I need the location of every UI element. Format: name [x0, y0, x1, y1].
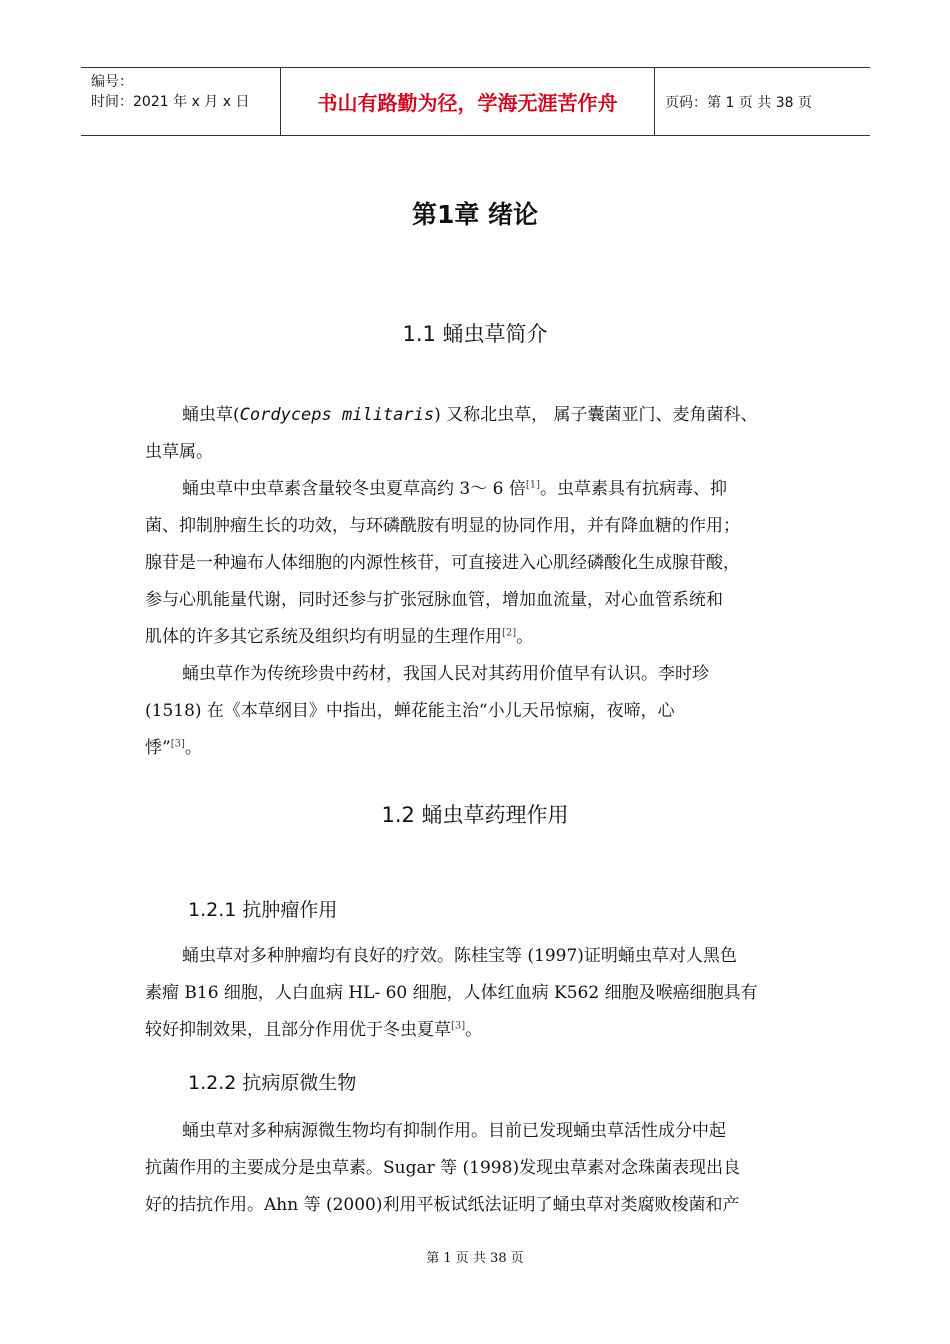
citation-ref: [1]: [525, 479, 541, 491]
header-page-info: 页码：第 1 页 共 38 页: [665, 94, 812, 111]
citation-ref: [3]: [170, 738, 185, 750]
paragraph-line: 好的拮抗作用。Ahn 等 (2000)利用平板试纸法证明了蛹虫草对类腐败梭菌和产: [145, 1195, 740, 1215]
paragraph-antitumor: [145, 938, 810, 1049]
serial-label: 编号：: [91, 74, 133, 90]
page-footer: 第 1 页 共 38 页: [426, 1251, 524, 1266]
section-title-1-2-2: 1.2.2 抗病原微生物: [188, 1072, 357, 1094]
chapter-title: 第1章 绪论: [411, 200, 539, 229]
latin-name: Cordyceps militaris: [239, 405, 435, 425]
paragraph-line: 参与心肌能量代谢，同时还参与扩张冠脉血管，增加血流量，对心血管系统和: [145, 590, 723, 610]
page-header: [81, 67, 870, 136]
paragraph-line: 菌、抑制肿瘤生长的功效，与环磷酰胺有明显的协同作用，并有降血糖的作用；: [145, 516, 740, 536]
time-label: 时间：2021 年 x 月 x 日: [91, 94, 250, 110]
paragraph-line: 蛹虫草作为传统珍贵中药材，我国人民对其药用价值早有认识。李时珍: [182, 664, 709, 684]
paragraph-line: 素瘤 B16 细胞，人白血病 HL- 60 细胞，人体红血病 K562 细胞及喉癌细胞具有: [145, 983, 758, 1003]
paragraph-line: 抗菌作用的主要成分是虫草素。Sugar 等 (1998)发现虫草素对念珠菌表现出良: [145, 1158, 741, 1178]
paragraph-history: [145, 656, 810, 767]
paragraph-line: 腺苷是一种遍布人体细胞的内源性核苷，可直接进入心肌经磷酸化生成腺苷酸，: [145, 553, 740, 573]
section-title-1-2: 1.2 蛹虫草药理作用: [381, 803, 569, 827]
section-title-1-1: 1.1 蛹虫草简介: [402, 322, 548, 346]
paragraph-intro: [145, 397, 810, 471]
paragraph-line: 悸”[3]。: [145, 738, 202, 758]
paragraph-line: 虫草属。: [145, 442, 213, 462]
paragraph-line: 蛹虫草(Cordyceps militaris) 又称北虫草， 属子囊菌亚门、麦角菌科、: [182, 405, 758, 425]
paragraph-line: 蛹虫草中虫草素含量较冬虫夏草高约 3～ 6 倍[1]。虫草素具有抗病毒、抑: [182, 479, 728, 499]
paragraph-line: 较好抑制效果，且部分作用优于冬虫夏草[3]。: [145, 1020, 483, 1040]
header-meta: [81, 68, 281, 135]
paragraph-line: 蛹虫草对多种病源微生物均有抑制作用。目前已发现蛹虫草活性成分中起: [182, 1121, 726, 1141]
header-motto: 书山有路勤为径，学海无涯苦作舟: [281, 68, 655, 135]
paragraph-cordycepin: [145, 471, 810, 656]
paragraph-line: (1518) 在《本草纲目》中指出，蝉花能主治“小儿天吊惊痫，夜啼，心: [145, 701, 675, 721]
citation-ref: [2]: [502, 627, 517, 639]
section-title-1-2-1: 1.2.1 抗肿瘤作用: [188, 899, 338, 921]
paragraph-line: 肌体的许多其它系统及组织均有明显的生理作用[2]。: [145, 627, 534, 647]
paragraph-line: 蛹虫草对多种肿瘤均有良好的疗效。陈桂宝等 (1997)证明蛹虫草对人黑色: [182, 946, 737, 966]
citation-ref: [3]: [451, 1020, 466, 1032]
paragraph-antimicrobial: [145, 1113, 810, 1224]
